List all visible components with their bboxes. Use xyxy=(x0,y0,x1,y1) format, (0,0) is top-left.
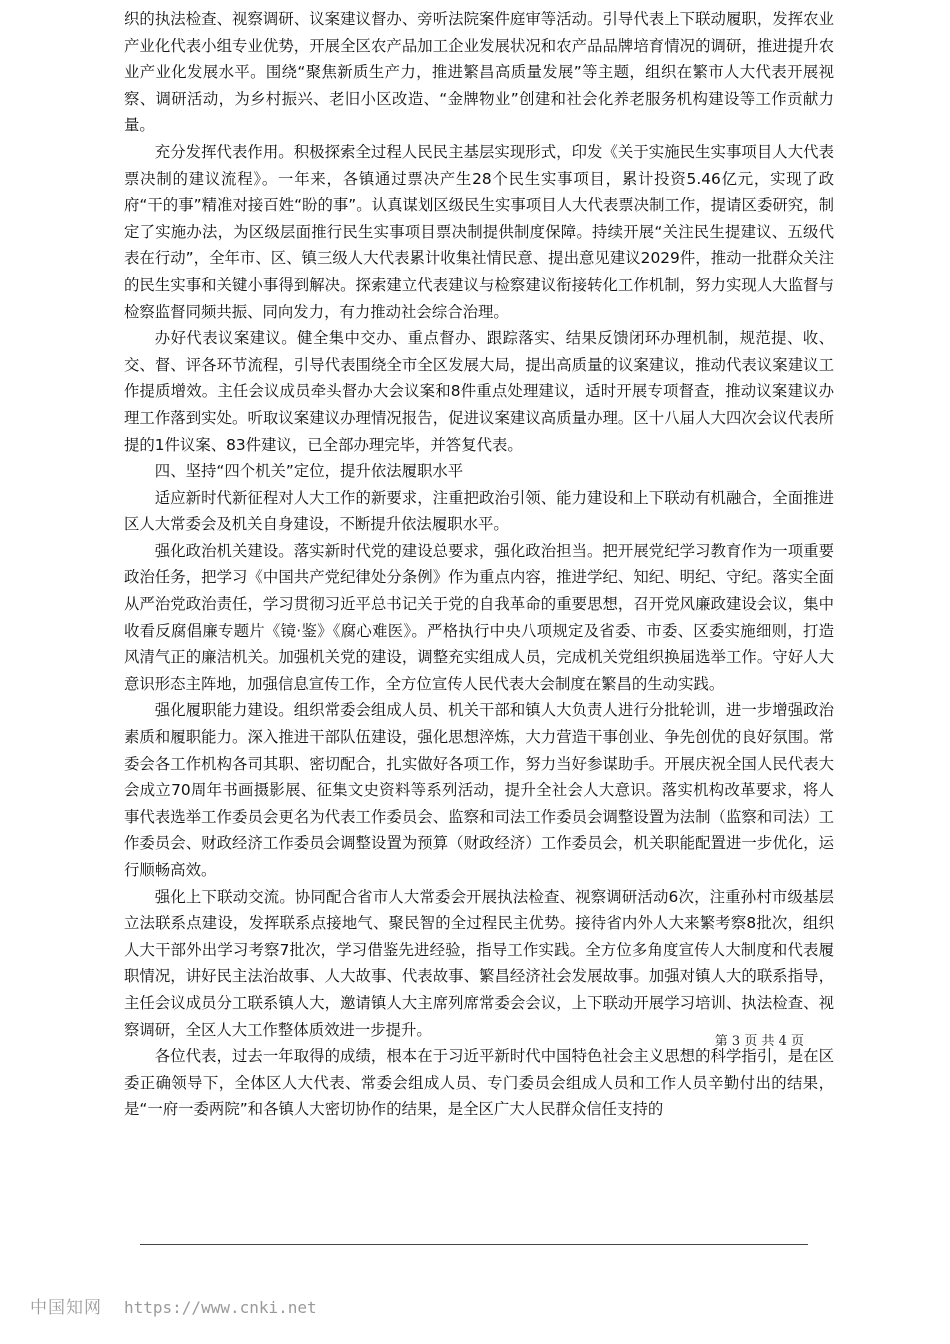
paragraph-5: 强化政治机关建设。落实新时代党的建设总要求，强化政治担当。把开展党纪学习教育作为一项重要政治任务，把学习《中国共产党纪律处分条例》作为重点内容，推进学纪、知纪、明纪、守纪。落实全面从严治党政治责任，学习贯彻习近平总书记关于党的自我革命的重要思想，召开党风廉政建设会议，集中收看反腐倡廉专题片《镜·鉴》《腐心难医》。严格执行中央八项规定及省委、市委、区委实施细则，打造风清气正的廉洁机关。加强机关党的建设，调整充实组成人员，完成机关党组织换届选举工作。守好人大意识形态主阵地，加强信息宣传工作，全方位宣传人民代表大会制度在繁昌的生动实践。 xyxy=(124,541,834,693)
paragraph-2: 充分发挥代表作用。积极探索全过程人民民主基层实现形式，印发《关于实施民生实事项目人大代表票决制的建议流程》。一年来，各镇通过票决产生28个民生实事项目，累计投资5.46亿元，实现了政府“干的事”精准对接百姓“盼的事”。认真谋划区级民生实事项目人大代表票决制工作，提请区委研究，制定了实施办法，为区级层面推行民生实事项目票决制提供制度保障。持续开展“关注民生提建议、五级代表在行动”，全年市、区、镇三级人大代表累计收集社情民意、提出意见建议2029件，推动一批群众关注的民生实事和关键小事得到解决。探索建立代表建议与检察建议衔接转化工作机制，努力实现人大监督与检察监督同频共振、同向发力，有力推动社会综合治理。 xyxy=(124,142,834,321)
footer-divider xyxy=(140,1244,808,1245)
watermark-url[interactable]: https://www.cnki.net xyxy=(124,1298,317,1317)
paragraph-3: 办好代表议案建议。健全集中交办、重点督办、跟踪落实、结果反馈闭环办理机制，规范提、收、交、督、评各环节流程，引导代表围绕全市全区发展大局，提出高质量的议案建议，推动代表议案建议工作提质增效。主任会议成员牵头督办大会议案和8件重点处理建议，适时开展专项督查，推动议案建议办理工作落到实处。听取议案建议办理情况报告，促进议案建议高质量办理。区十八届人大四次会议代表所提的1件议案、83件建议，已全部办理完毕，并答复代表。 xyxy=(124,329,834,454)
paragraph-1: 织的执法检查、视察调研、议案建议督办、旁听法院案件庭审等活动。引导代表上下联动履职，发挥农业产业化代表小组专业优势，开展全区农产品加工企业发展状况和农产品品牌培育情况的调研，推进提升农业产业化发展水平。围绕“聚焦新质生产力，推进繁昌高质量发展”等主题，组织在繁市人大代表开展视察、调研活动，为乡村振兴、老旧小区改造、“金牌物业”创建和社会化养老服务机构建设等工作贡献力量。 xyxy=(124,10,834,135)
paragraph-7: 强化上下联动交流。协同配合省市人大常委会开展执法检查、视察调研活动6次，注重孙村市级基层立法联系点建设，发挥联系点接地气、聚民智的全过程民主优势。接待省内外人大来繁考察8批次，组织人大干部外出学习考察7批次，学习借鉴先进经验，指导工作实践。全方位多角度宣传人大制度和代表履职情况，讲好民主法治故事、人大故事、代表故事、繁昌经济社会发展故事。加强对镇人大的联系指导，主任会议成员分工联系镇人大，邀请镇人大主席列席常委会会议，上下联动开展学习培训、执法检查、视察调研，全区人大工作整体质效进一步提升。 xyxy=(124,887,834,1039)
source-watermark xyxy=(30,1293,317,1318)
document-body xyxy=(124,6,834,1123)
paragraph-4: 适应新时代新征程对人大工作的新要求，注重把政治引领、能力建设和上下联动有机融合，全面推进区人大常委会及机关自身建设，不断提升依法履职水平。 xyxy=(124,488,834,534)
paragraph-8: 各位代表，过去一年取得的成绩，根本在于习近平新时代中国特色社会主义思想的科学指引，是在区委正确领导下，全体区人大代表、常委会组成人员、专门委员会组成人员和工作人员辛勤付出的结果，是“一府一委两院”和各镇人大密切协作的结果，是全区广大人民群众信任支持的 xyxy=(124,1047,834,1119)
page-number: 第 3 页 共 4 页 xyxy=(714,1034,804,1049)
paragraph-6: 强化履职能力建设。组织常委会组成人员、机关干部和镇人大负责人进行分批轮训，进一步增强政治素质和履职能力。深入推进干部队伍建设，强化思想淬炼，大力营造干事创业、争先创优的良好氛围。常委会各工作机构各司其职、密切配合，扎实做好各项工作，努力当好参谋助手。开展庆祝全国人民代表大会成立70周年书画摄影展、征集文史资料等系列活动，提升全社会人大意识。落实机构改革要求，将人事代表选举工作委员会更名为代表工作委员会、监察和司法工作委员会调整设置为法制（监察和司法）工作委员会、财政经济工作委员会调整设置为预算（财政经济）工作委员会，机关职能配置进一步优化，运行顺畅高效。 xyxy=(124,701,834,879)
watermark-brand: 中国知网 xyxy=(30,1298,102,1318)
section-heading: 四、坚持“四个机关”定位，提升依法履职水平 xyxy=(154,462,464,481)
